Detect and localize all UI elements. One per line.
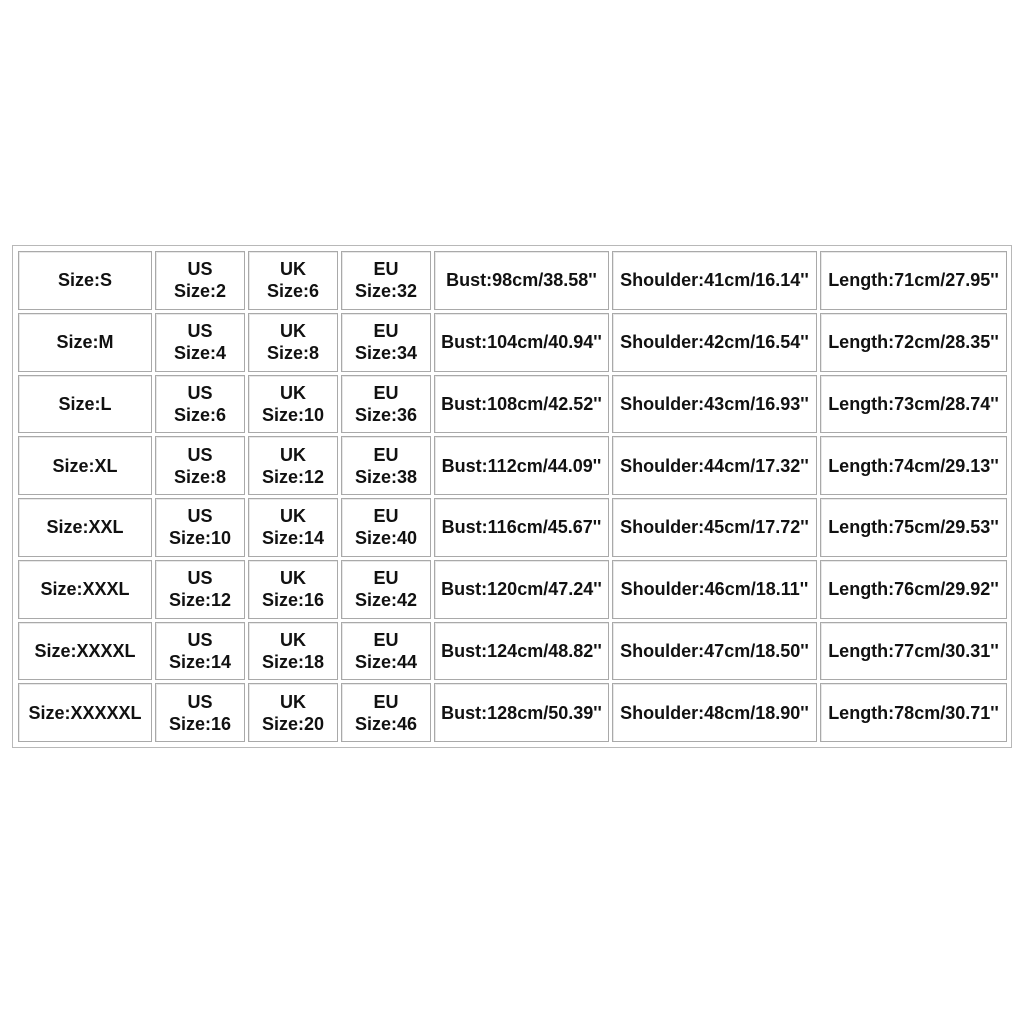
eu-size-value: Size:38 xyxy=(354,466,418,487)
eu-size-cell xyxy=(341,560,431,619)
uk-label: UK xyxy=(280,259,306,280)
eu-label: EU xyxy=(373,568,399,589)
us-label: US xyxy=(187,629,213,650)
uk-size-cell xyxy=(248,313,338,372)
uk-label: UK xyxy=(280,321,306,342)
table-row xyxy=(18,375,1007,434)
shoulder-cell: Shoulder:41cm/16.14'' xyxy=(612,251,817,310)
eu-label: EU xyxy=(373,259,399,280)
uk-size-value: Size:8 xyxy=(266,343,320,364)
us-size-cell xyxy=(155,683,245,742)
length-cell: Length:77cm/30.31'' xyxy=(820,622,1007,681)
length-cell: Length:76cm/29.92'' xyxy=(820,560,1007,619)
eu-size-cell xyxy=(341,251,431,310)
length-cell: Length:72cm/28.35'' xyxy=(820,313,1007,372)
length-cell: Length:73cm/28.74'' xyxy=(820,375,1007,434)
us-size-value: Size:16 xyxy=(168,713,232,734)
us-label: US xyxy=(187,382,213,403)
us-size-cell xyxy=(155,313,245,372)
us-size-cell xyxy=(155,251,245,310)
table-row xyxy=(18,622,1007,681)
size-cell: Size:XL xyxy=(18,436,152,495)
uk-size-cell xyxy=(248,375,338,434)
uk-size-value: Size:18 xyxy=(261,651,325,672)
eu-label: EU xyxy=(373,629,399,650)
length-cell: Length:75cm/29.53'' xyxy=(820,498,1007,557)
size-chart xyxy=(15,248,1010,745)
shoulder-cell: Shoulder:43cm/16.93'' xyxy=(612,375,817,434)
us-size-cell xyxy=(155,498,245,557)
eu-size-cell xyxy=(341,313,431,372)
shoulder-cell: Shoulder:42cm/16.54'' xyxy=(612,313,817,372)
uk-label: UK xyxy=(280,568,306,589)
size-chart-table xyxy=(12,245,1012,748)
eu-size-value: Size:42 xyxy=(354,590,418,611)
bust-cell: Bust:120cm/47.24'' xyxy=(434,560,609,619)
table-row xyxy=(18,498,1007,557)
us-size-value: Size:8 xyxy=(173,466,227,487)
uk-label: UK xyxy=(280,382,306,403)
eu-size-cell xyxy=(341,683,431,742)
bust-cell: Bust:124cm/48.82'' xyxy=(434,622,609,681)
us-size-cell xyxy=(155,560,245,619)
size-cell: Size:XXXXXL xyxy=(18,683,152,742)
shoulder-cell: Shoulder:44cm/17.32'' xyxy=(612,436,817,495)
eu-size-value: Size:34 xyxy=(354,343,418,364)
eu-label: EU xyxy=(373,382,399,403)
uk-size-cell xyxy=(248,622,338,681)
uk-size-value: Size:16 xyxy=(261,590,325,611)
eu-size-cell xyxy=(341,375,431,434)
eu-size-value: Size:36 xyxy=(354,404,418,425)
us-label: US xyxy=(187,444,213,465)
uk-size-value: Size:12 xyxy=(261,466,325,487)
size-cell: Size:XXXXL xyxy=(18,622,152,681)
eu-label: EU xyxy=(373,506,399,527)
size-cell: Size:XXL xyxy=(18,498,152,557)
length-cell: Length:71cm/27.95'' xyxy=(820,251,1007,310)
us-size-value: Size:10 xyxy=(168,528,232,549)
size-cell: Size:S xyxy=(18,251,152,310)
us-label: US xyxy=(187,691,213,712)
table-row xyxy=(18,313,1007,372)
eu-size-value: Size:46 xyxy=(354,713,418,734)
eu-size-value: Size:44 xyxy=(354,651,418,672)
length-cell: Length:74cm/29.13'' xyxy=(820,436,1007,495)
bust-cell: Bust:112cm/44.09'' xyxy=(434,436,609,495)
eu-size-cell xyxy=(341,622,431,681)
table-row xyxy=(18,251,1007,310)
us-size-value: Size:12 xyxy=(168,590,232,611)
eu-size-cell xyxy=(341,498,431,557)
table-row xyxy=(18,436,1007,495)
us-size-value: Size:4 xyxy=(173,343,227,364)
size-cell: Size:XXXL xyxy=(18,560,152,619)
us-size-cell xyxy=(155,622,245,681)
bust-cell: Bust:98cm/38.58'' xyxy=(434,251,609,310)
bust-cell: Bust:128cm/50.39'' xyxy=(434,683,609,742)
us-size-value: Size:6 xyxy=(173,404,227,425)
uk-size-cell xyxy=(248,251,338,310)
shoulder-cell: Shoulder:46cm/18.11'' xyxy=(612,560,817,619)
us-label: US xyxy=(187,321,213,342)
bust-cell: Bust:104cm/40.94'' xyxy=(434,313,609,372)
uk-label: UK xyxy=(280,506,306,527)
us-size-cell xyxy=(155,375,245,434)
length-cell: Length:78cm/30.71'' xyxy=(820,683,1007,742)
eu-size-value: Size:40 xyxy=(354,528,418,549)
eu-size-value: Size:32 xyxy=(354,281,418,302)
uk-size-cell xyxy=(248,560,338,619)
uk-size-value: Size:14 xyxy=(261,528,325,549)
bust-cell: Bust:108cm/42.52'' xyxy=(434,375,609,434)
table-row xyxy=(18,560,1007,619)
us-size-value: Size:2 xyxy=(173,281,227,302)
uk-size-cell xyxy=(248,498,338,557)
shoulder-cell: Shoulder:48cm/18.90'' xyxy=(612,683,817,742)
uk-size-cell xyxy=(248,683,338,742)
size-cell: Size:L xyxy=(18,375,152,434)
uk-size-value: Size:6 xyxy=(266,281,320,302)
uk-size-cell xyxy=(248,436,338,495)
us-label: US xyxy=(187,259,213,280)
shoulder-cell: Shoulder:47cm/18.50'' xyxy=(612,622,817,681)
uk-size-value: Size:20 xyxy=(261,713,325,734)
us-label: US xyxy=(187,568,213,589)
uk-size-value: Size:10 xyxy=(261,404,325,425)
shoulder-cell: Shoulder:45cm/17.72'' xyxy=(612,498,817,557)
us-size-value: Size:14 xyxy=(168,651,232,672)
eu-size-cell xyxy=(341,436,431,495)
us-label: US xyxy=(187,506,213,527)
uk-label: UK xyxy=(280,691,306,712)
table-row xyxy=(18,683,1007,742)
eu-label: EU xyxy=(373,691,399,712)
uk-label: UK xyxy=(280,444,306,465)
size-cell: Size:M xyxy=(18,313,152,372)
bust-cell: Bust:116cm/45.67'' xyxy=(434,498,609,557)
us-size-cell xyxy=(155,436,245,495)
eu-label: EU xyxy=(373,444,399,465)
uk-label: UK xyxy=(280,629,306,650)
eu-label: EU xyxy=(373,321,399,342)
